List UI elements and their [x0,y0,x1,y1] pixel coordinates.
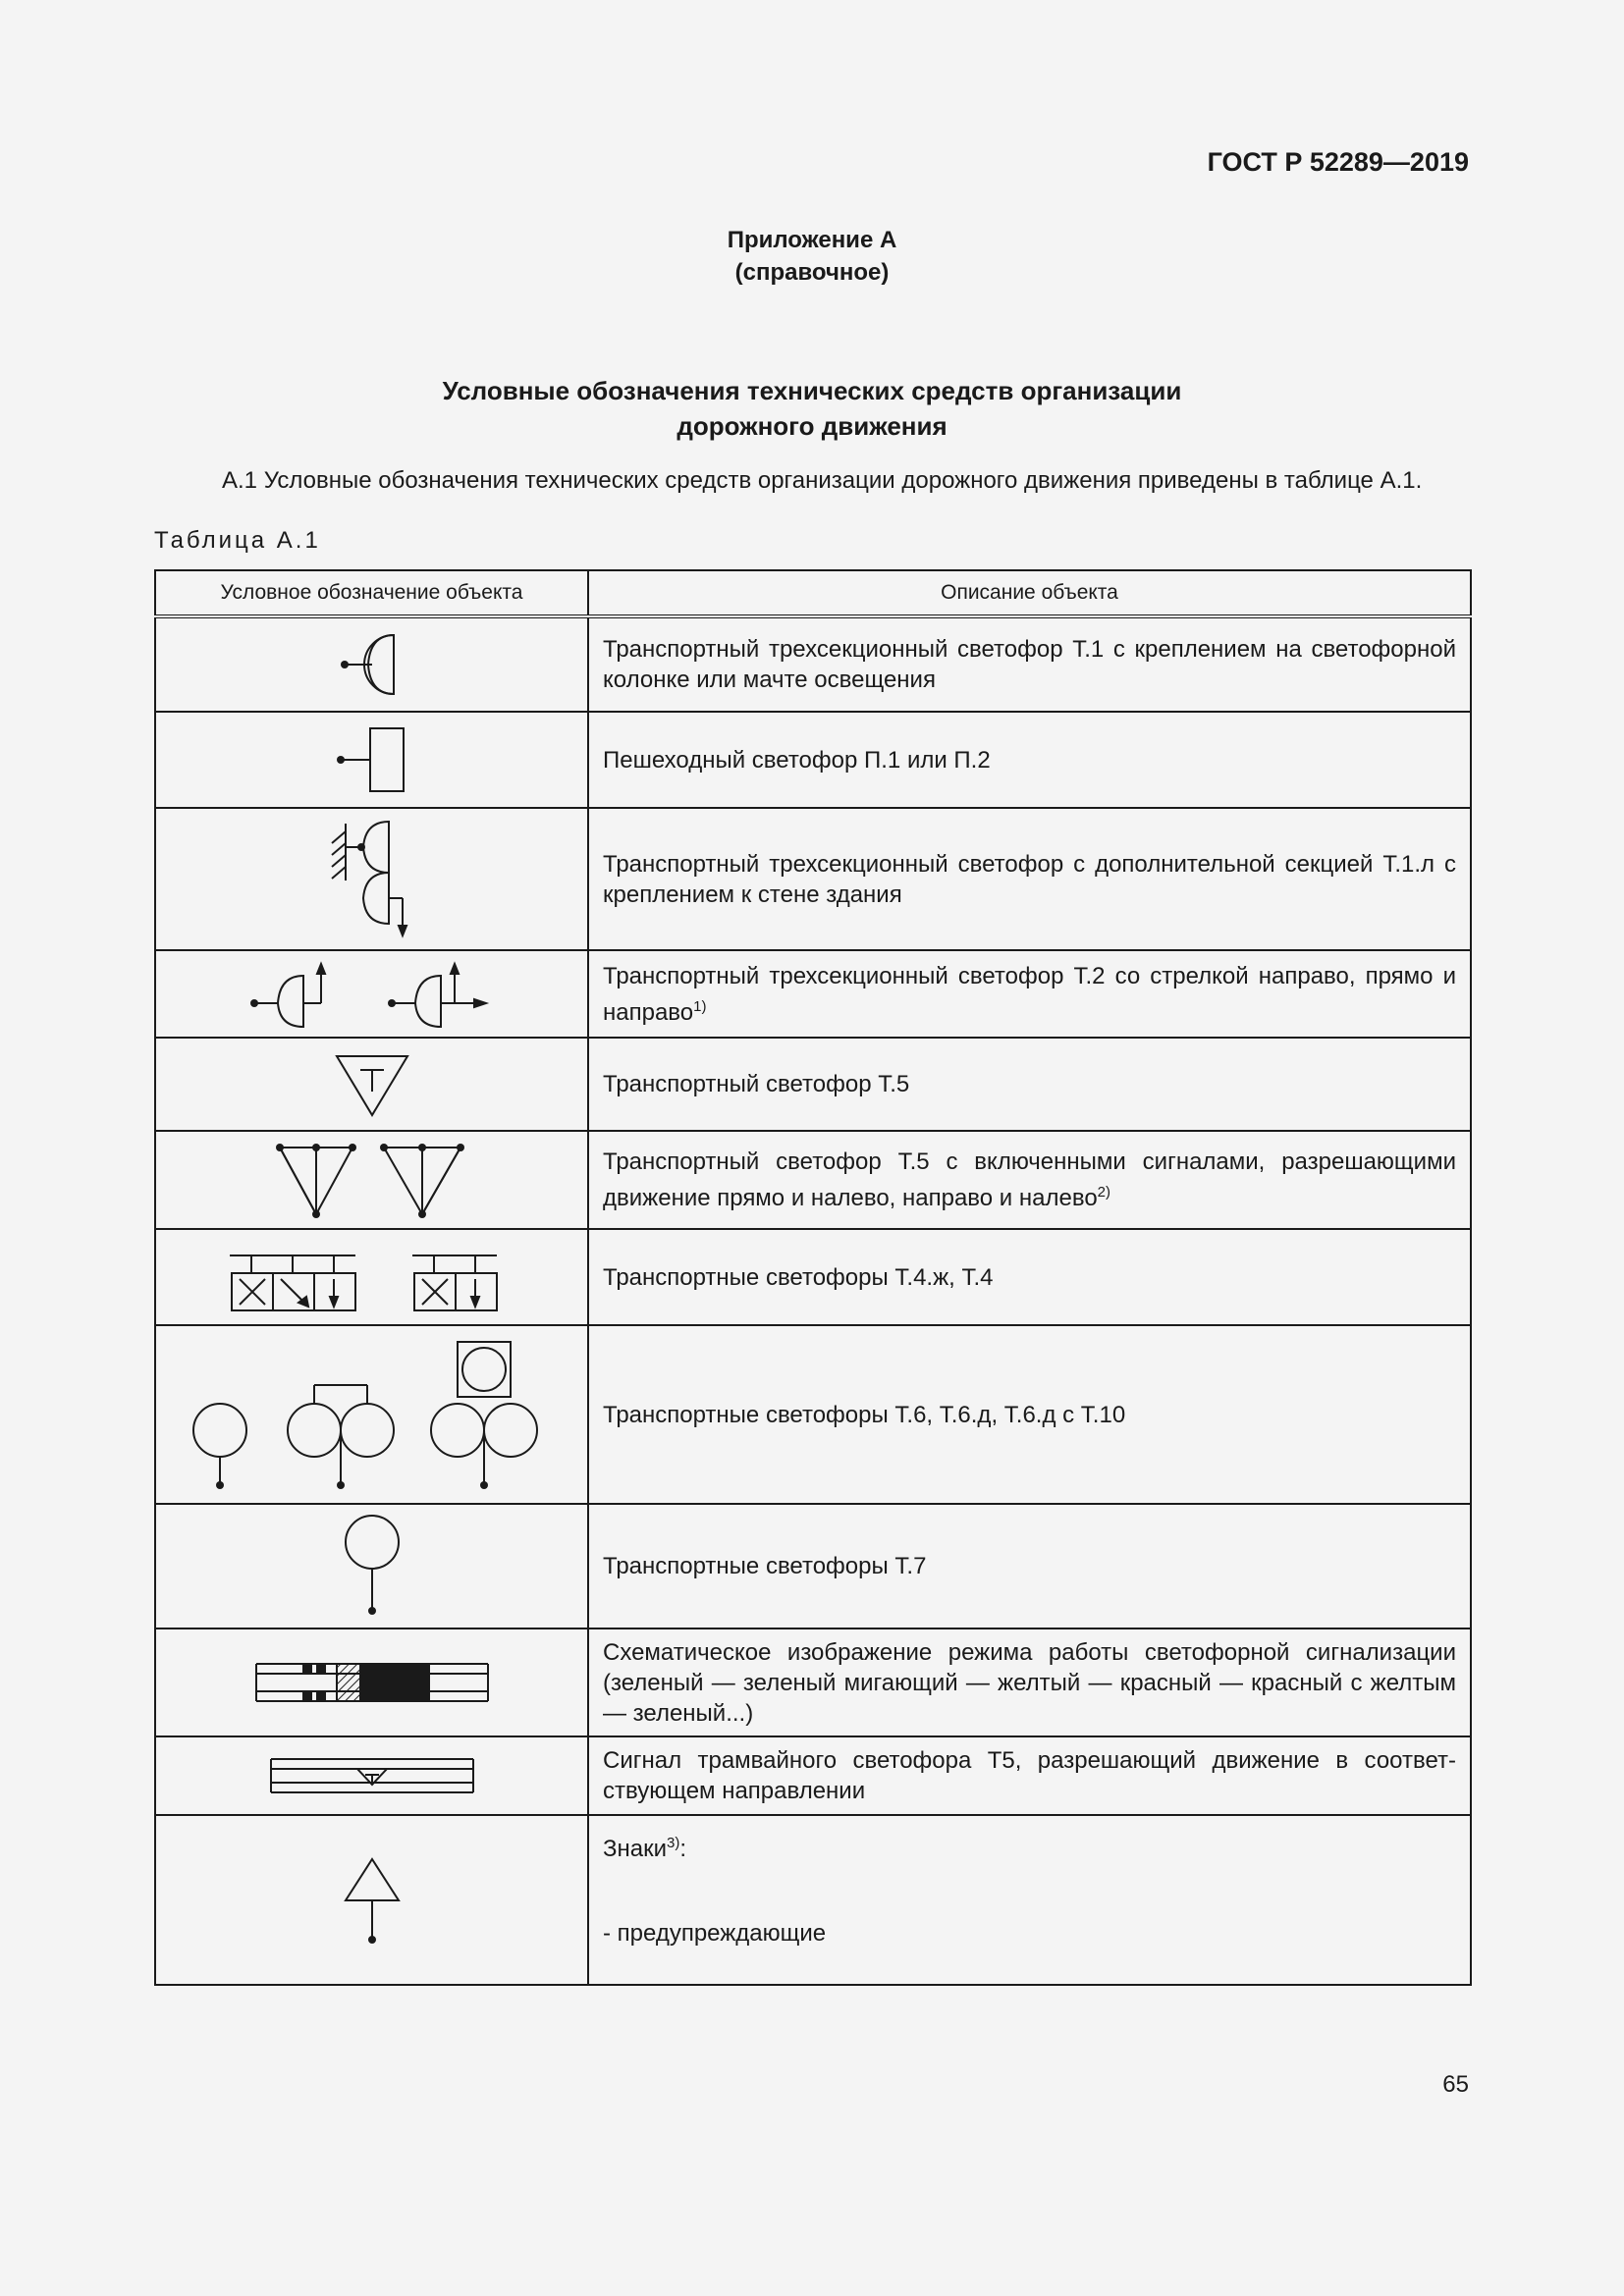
table-row [155,1629,1471,1736]
section-title [0,373,1624,444]
header-symbol: Условное обозначение объекта [155,570,588,616]
description-text: Транспортный трехсекционный светофор Т.2 со стрелкой направо, прямо и направо [603,962,1456,1026]
document-code: ГОСТ Р 52289—2019 [1207,147,1469,177]
description-cell: Пешеходный светофор П.1 или П.2 [588,712,1471,808]
symbol-cell [155,950,588,1038]
traffic-light-wall-mount-icon [318,818,426,941]
symbol-cell [155,808,588,950]
description-text: Транспортный светофор Т.5 с включенными сигналами, разрешающими движение прямо и налево, направо и налево [603,1148,1456,1211]
symbol-cell [155,1131,588,1229]
appendix-heading [0,224,1624,289]
table-row [155,1229,1471,1325]
list-item: - предупреждающие [603,1920,827,1947]
description-cell: Транспортный трехсекционный светофор Т.1 с креплением на светофорной колонке или мачте освещения [588,616,1471,712]
table-header-row [155,570,1471,616]
traffic-light-t5-signals-icon [274,1138,470,1222]
warning-sign-icon [338,1851,406,1949]
table-row [155,950,1471,1038]
footnote-mark: 3) [667,1835,680,1851]
table-row [155,1131,1471,1229]
colon: : [679,1836,687,1862]
table-row [155,1504,1471,1629]
tram-signal-t5-icon [269,1751,475,1800]
symbols-table [154,569,1472,1986]
symbol-cell [155,1815,588,1985]
header-description: Описание объекта [588,570,1471,616]
symbol-cell [155,1229,588,1325]
appendix-subtitle: (справочное) [734,259,890,286]
description-cell: Транспортные светофоры Т.6, Т.6.д, Т.6.д с Т.10 [588,1325,1471,1504]
intro-paragraph: А.1 Условные обозначения технических средств организации дорожного движения приведены в таблице А.1. [222,467,1423,494]
description-cell [588,1131,1471,1229]
table-row [155,1736,1471,1815]
traffic-light-t7-icon [338,1513,406,1621]
traffic-lights-t4-icon [230,1240,514,1314]
description-cell: Схематическое изображение режима работы светофорной сигнализации (зеленый — зеленый мигающий — желтый — красный — красный с желтым — зеленый...) [588,1629,1471,1736]
signal-mode-diagram-icon [254,1658,490,1707]
traffic-lights-t6-t10-icon [190,1336,554,1493]
symbol-cell [155,616,588,712]
footnote-mark: 1) [693,997,707,1015]
section-title-line1: Условные обозначения технических средств организации [442,376,1182,405]
footnote-mark: 2) [1097,1184,1111,1201]
symbol-cell [155,1629,588,1736]
table-row [155,712,1471,808]
description-cell [588,1815,1471,1985]
description-cell [588,950,1471,1038]
description-text: Знаки [603,1836,668,1862]
traffic-light-t1-pole-icon [333,630,411,699]
description-cell: Сигнал трамвайного светофора Т5, разрешающий движение в соответствующем направлении [588,1736,1471,1815]
symbol-cell [155,1325,588,1504]
description-cell: Транспортные светофоры Т.7 [588,1504,1471,1629]
table-caption: Таблица А.1 [154,527,321,554]
table-row [155,1325,1471,1504]
page-number: 65 [1442,2071,1469,2098]
description-cell: Транспортный светофор Т.5 [588,1038,1471,1131]
traffic-light-t2-arrows-icon [244,960,500,1029]
description-cell: Транспортный трехсекционный светофор с дополнительной секцией Т.1.л с креплением к стене здания [588,808,1471,950]
symbol-cell [155,1504,588,1629]
symbol-cell [155,1038,588,1131]
table-row [155,616,1471,712]
signs-label [603,1828,1456,1864]
symbol-cell [155,1736,588,1815]
traffic-light-t5-icon [333,1050,411,1119]
pedestrian-light-icon [333,723,411,796]
table-row [155,808,1471,950]
appendix-title: Приложение А [727,227,897,253]
table-row [155,1815,1471,1985]
symbol-cell [155,712,588,808]
section-title-line2: дорожного движения [677,411,947,441]
table-row [155,1038,1471,1131]
description-cell: Транспортные светофоры Т.4.ж, Т.4 [588,1229,1471,1325]
